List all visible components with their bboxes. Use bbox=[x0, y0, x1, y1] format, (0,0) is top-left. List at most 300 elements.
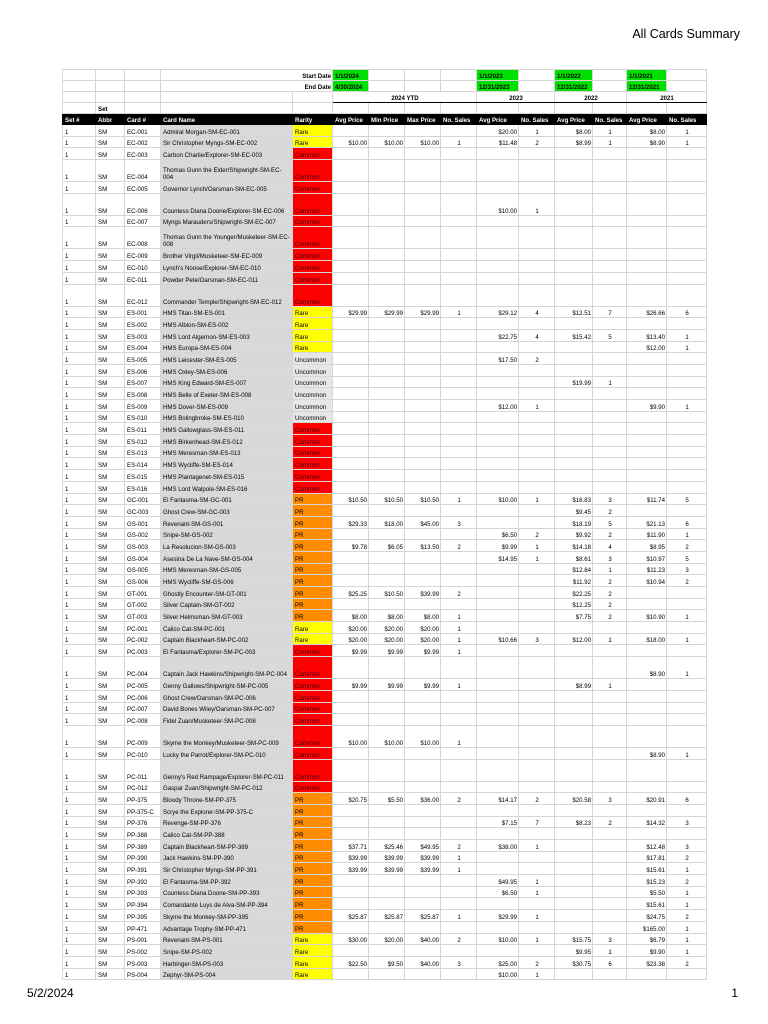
set-abbr-top-row bbox=[63, 103, 707, 114]
table-row bbox=[63, 633, 707, 645]
table-row bbox=[63, 725, 707, 747]
no-sales-2024-cell bbox=[441, 481, 477, 493]
no-sales-2024-cell bbox=[441, 690, 477, 702]
set-abbr-cell: SM bbox=[96, 400, 125, 412]
table-row bbox=[63, 528, 707, 540]
no-sales-2024-cell: 2 bbox=[441, 587, 477, 599]
set-num-cell: 1 bbox=[63, 633, 96, 645]
no-sales-2021-cell: 1 bbox=[667, 747, 707, 759]
set-num-cell: 1 bbox=[63, 968, 96, 980]
card-num-cell: EC-011 bbox=[125, 272, 161, 284]
no-sales-2024-cell bbox=[441, 435, 477, 447]
avg-price-2024-cell bbox=[333, 759, 369, 781]
no-sales-2021-cell bbox=[667, 423, 707, 435]
avg-price-2024-cell bbox=[333, 828, 369, 840]
table-row bbox=[63, 690, 707, 702]
avg-price-2023-cell: $22.75 bbox=[477, 329, 519, 341]
no-sales-2023-cell: 1 bbox=[519, 840, 555, 852]
table-row bbox=[63, 679, 707, 691]
set-abbr-cell: SM bbox=[96, 193, 125, 215]
card-name-cell: El Fantasma/Explorer-SM-PC-003 bbox=[161, 645, 293, 657]
max-price-2024-cell: $39.99 bbox=[405, 587, 441, 599]
no-sales-2021-cell bbox=[667, 388, 707, 400]
card-name-cell: La Resolucion-SM-GS-003 bbox=[161, 540, 293, 552]
avg-price-2023-cell bbox=[477, 563, 519, 575]
card-name-cell: HMS Wycliffe-SM-GS-006 bbox=[161, 575, 293, 587]
no-sales-2022-cell bbox=[593, 725, 627, 747]
max-price-2024-cell bbox=[405, 284, 441, 306]
no-sales-2023-cell bbox=[519, 446, 555, 458]
no-sales-2024-cell bbox=[441, 759, 477, 781]
avg-price-2022-cell bbox=[555, 411, 593, 423]
card-name-cell: HMS Wycliffe-SM-ES-014 bbox=[161, 458, 293, 470]
no-sales-2021-cell bbox=[667, 622, 707, 634]
avg-price-2023-cell: $29.12 bbox=[477, 306, 519, 318]
avg-price-2023-cell bbox=[477, 423, 519, 435]
start-date-2024: 1/1/2024 bbox=[333, 70, 369, 81]
card-name-cell: Advantage Trophy-SM-PP-471 bbox=[161, 921, 293, 933]
avg-price-2022-cell: $14.18 bbox=[555, 540, 593, 552]
rarity-cell: Common bbox=[293, 702, 333, 714]
avg-price-2022-cell bbox=[555, 759, 593, 781]
set-abbr-cell: SM bbox=[96, 816, 125, 828]
max-price-2024-cell bbox=[405, 193, 441, 215]
min-price-2024-cell bbox=[369, 435, 405, 447]
no-sales-2021-cell bbox=[667, 481, 707, 493]
set-num-cell: 1 bbox=[63, 563, 96, 575]
card-name-cell: HMS Leicester-SM-ES-005 bbox=[161, 353, 293, 365]
avg-price-2024-cell bbox=[333, 261, 369, 273]
table-row bbox=[63, 249, 707, 261]
set-abbr-cell: SM bbox=[96, 851, 125, 863]
no-sales-2023-cell bbox=[519, 160, 555, 182]
avg-price-2021-cell bbox=[627, 284, 667, 306]
no-sales-2021-cell: 5 bbox=[667, 493, 707, 505]
avg-price-2021-cell: $15.61 bbox=[627, 863, 667, 875]
no-sales-2022-cell bbox=[593, 968, 627, 980]
avg-price-2022-cell: $15.42 bbox=[555, 329, 593, 341]
avg-price-2024-cell: $8.00 bbox=[333, 610, 369, 622]
max-price-2024-cell bbox=[405, 528, 441, 540]
no-sales-2023-cell bbox=[519, 563, 555, 575]
set-num-header: Set # bbox=[63, 114, 96, 125]
cards-summary-table bbox=[62, 69, 707, 980]
avg-price-2024-cell: $20.00 bbox=[333, 633, 369, 645]
set-abbr-cell: SM bbox=[96, 182, 125, 194]
min-price-2024-cell bbox=[369, 329, 405, 341]
rarity-cell: PR bbox=[293, 563, 333, 575]
avg-price-2024-cell bbox=[333, 182, 369, 194]
no-sales-2023-cell bbox=[519, 376, 555, 388]
min-price-2024-cell: $10.00 bbox=[369, 725, 405, 747]
no-sales-2022-cell bbox=[593, 353, 627, 365]
no-sales-2024-cell: 1 bbox=[441, 645, 477, 657]
no-sales-2021-cell: 1 bbox=[667, 400, 707, 412]
avg-price-2024-cell: $9.99 bbox=[333, 645, 369, 657]
no-sales-2024-cell: 2 bbox=[441, 540, 477, 552]
avg-price-2023-cell bbox=[477, 587, 519, 599]
avg-price-2021-cell: $11.23 bbox=[627, 563, 667, 575]
card-name-cell: HMS Birkenhead-SM-ES-012 bbox=[161, 435, 293, 447]
set-num-cell: 1 bbox=[63, 318, 96, 330]
no-sales-2024-cell bbox=[441, 364, 477, 376]
no-sales-2023-cell bbox=[519, 921, 555, 933]
avg-price-2021-cell: $18.00 bbox=[627, 633, 667, 645]
avg-price-2022-cell: $7.75 bbox=[555, 610, 593, 622]
set-num-cell: 1 bbox=[63, 933, 96, 945]
no-sales-2024-cell bbox=[441, 388, 477, 400]
max-price-2024-cell bbox=[405, 747, 441, 759]
avg-price-2023-cell bbox=[477, 182, 519, 194]
max-price-2024-cell bbox=[405, 227, 441, 249]
card-num-cell: EC-006 bbox=[125, 193, 161, 215]
period-label-2024: 2024 YTD bbox=[333, 92, 477, 103]
set-abbr-header-top: Set bbox=[96, 103, 125, 114]
no-sales-2021-cell bbox=[667, 261, 707, 273]
set-num-cell: 1 bbox=[63, 516, 96, 528]
no-sales-2021-cell bbox=[667, 284, 707, 306]
avg-price-2022-cell bbox=[555, 261, 593, 273]
set-abbr-cell: SM bbox=[96, 148, 125, 160]
set-num-cell: 1 bbox=[63, 725, 96, 747]
no-sales-2023-cell bbox=[519, 679, 555, 691]
min-price-2024-cell: $39.99 bbox=[369, 863, 405, 875]
card-name-cell: Sir Christopher Myngs-SM-PP-391 bbox=[161, 863, 293, 875]
table-row bbox=[63, 551, 707, 563]
no-sales-2023-cell bbox=[519, 516, 555, 528]
set-abbr-cell: SM bbox=[96, 804, 125, 816]
avg-price-2023-cell bbox=[477, 622, 519, 634]
min-price-2024-cell bbox=[369, 563, 405, 575]
no-sales-2022-cell bbox=[593, 364, 627, 376]
avg-price-2021-cell: $14.32 bbox=[627, 816, 667, 828]
min-price-2024-cell bbox=[369, 446, 405, 458]
card-num-cell: EC-005 bbox=[125, 182, 161, 194]
avg-price-2022-cell bbox=[555, 840, 593, 852]
no-sales-2021-cell bbox=[667, 505, 707, 517]
card-num-cell: ES-013 bbox=[125, 446, 161, 458]
avg-price-2024-cell bbox=[333, 160, 369, 182]
avg-price-2024-cell bbox=[333, 702, 369, 714]
card-num-cell: PP-376 bbox=[125, 816, 161, 828]
avg-price-2021-cell bbox=[627, 505, 667, 517]
avg-price-2023-cell bbox=[477, 272, 519, 284]
avg-price-2023-cell bbox=[477, 249, 519, 261]
avg-price-2024-cell: $22.50 bbox=[333, 956, 369, 968]
no-sales-2024-cell bbox=[441, 376, 477, 388]
no-sales-2021-cell: 1 bbox=[667, 329, 707, 341]
card-num-cell: PS-001 bbox=[125, 933, 161, 945]
max-price-2024-cell bbox=[405, 828, 441, 840]
avg-price-2022-cell bbox=[555, 388, 593, 400]
no-sales-2021-cell: 1 bbox=[667, 933, 707, 945]
rarity-cell: Common bbox=[293, 458, 333, 470]
no-sales-2024-cell: 1 bbox=[441, 622, 477, 634]
no-sales-2021-cell: 1 bbox=[667, 136, 707, 148]
no-sales-2024-cell bbox=[441, 125, 477, 137]
no-sales-2022-cell: 1 bbox=[593, 125, 627, 137]
set-abbr-cell: SM bbox=[96, 575, 125, 587]
no-sales-2023-cell bbox=[519, 261, 555, 273]
no-sales-2023-cell bbox=[519, 587, 555, 599]
max-price-2024-cell bbox=[405, 376, 441, 388]
avg-price-2024-cell bbox=[333, 411, 369, 423]
rarity-cell: Common bbox=[293, 215, 333, 227]
no-sales-2024-cell bbox=[441, 318, 477, 330]
no-sales-2022-cell: 5 bbox=[593, 329, 627, 341]
rarity-cell: PR bbox=[293, 493, 333, 505]
no-sales-2021-cell bbox=[667, 458, 707, 470]
card-num-cell: PP-393 bbox=[125, 886, 161, 898]
no-sales-2022-cell: 7 bbox=[593, 306, 627, 318]
set-abbr-cell: SM bbox=[96, 540, 125, 552]
set-num-cell: 1 bbox=[63, 376, 96, 388]
avg-price-2022-cell bbox=[555, 702, 593, 714]
avg-price-2022-cell: $20.58 bbox=[555, 793, 593, 805]
avg-price-2024-cell bbox=[333, 921, 369, 933]
no-sales-2024-cell bbox=[441, 249, 477, 261]
avg-price-2024-cell: $25.25 bbox=[333, 587, 369, 599]
no-sales-2022-cell: 3 bbox=[593, 551, 627, 563]
max-price-2024-cell bbox=[405, 182, 441, 194]
no-sales-2024-cell bbox=[441, 563, 477, 575]
avg-price-2022-cell bbox=[555, 898, 593, 910]
avg-price-2023-cell: $6.50 bbox=[477, 886, 519, 898]
table-row bbox=[63, 215, 707, 227]
rarity-cell: PR bbox=[293, 921, 333, 933]
avg-price-2023-cell: $6.50 bbox=[477, 528, 519, 540]
set-num-cell: 1 bbox=[63, 921, 96, 933]
end-date-2022: 12/31/2022 bbox=[555, 81, 593, 92]
no-sales-2022-cell bbox=[593, 481, 627, 493]
rarity-cell: Common bbox=[293, 261, 333, 273]
card-name-cell: Revenant-SM-PS-001 bbox=[161, 933, 293, 945]
no-sales-header: No. Sales bbox=[519, 114, 555, 125]
no-sales-2021-cell bbox=[667, 318, 707, 330]
card-num-header: Card # bbox=[125, 114, 161, 125]
avg-price-2021-cell: $11.90 bbox=[627, 528, 667, 540]
set-num-cell: 1 bbox=[63, 898, 96, 910]
avg-price-2021-cell: $17.81 bbox=[627, 851, 667, 863]
min-price-2024-cell bbox=[369, 193, 405, 215]
table-row bbox=[63, 148, 707, 160]
max-price-2024-cell: $29.99 bbox=[405, 306, 441, 318]
avg-price-2022-cell bbox=[555, 318, 593, 330]
card-num-cell: PP-391 bbox=[125, 863, 161, 875]
no-sales-2023-cell bbox=[519, 747, 555, 759]
page-number: 1 bbox=[731, 986, 738, 1000]
avg-price-2023-cell bbox=[477, 828, 519, 840]
no-sales-2021-cell: 2 bbox=[667, 540, 707, 552]
min-price-2024-cell bbox=[369, 781, 405, 793]
avg-price-2021-cell: $9.90 bbox=[627, 400, 667, 412]
set-abbr-cell: SM bbox=[96, 886, 125, 898]
card-name-header: Card Name bbox=[161, 114, 293, 125]
avg-price-2024-cell: $10.50 bbox=[333, 493, 369, 505]
card-name-cell: Captain Blackheart-SM-PC-002 bbox=[161, 633, 293, 645]
no-sales-2024-cell bbox=[441, 160, 477, 182]
set-abbr-header: Abbr bbox=[96, 114, 125, 125]
no-sales-2023-cell: 1 bbox=[519, 886, 555, 898]
table-row bbox=[63, 136, 707, 148]
no-sales-2022-cell bbox=[593, 622, 627, 634]
avg-price-2023-cell bbox=[477, 781, 519, 793]
min-price-2024-cell bbox=[369, 921, 405, 933]
set-abbr-cell: SM bbox=[96, 587, 125, 599]
no-sales-2024-cell: 1 bbox=[441, 910, 477, 922]
card-num-cell: ES-014 bbox=[125, 458, 161, 470]
avg-price-2021-cell: $8.95 bbox=[627, 540, 667, 552]
avg-price-2021-cell: $20.91 bbox=[627, 793, 667, 805]
no-sales-2022-cell bbox=[593, 160, 627, 182]
avg-price-2022-cell bbox=[555, 828, 593, 840]
set-num-cell: 1 bbox=[63, 714, 96, 726]
no-sales-2024-cell: 1 bbox=[441, 306, 477, 318]
period-label-2023: 2023 bbox=[477, 92, 555, 103]
no-sales-2021-cell: 1 bbox=[667, 898, 707, 910]
set-abbr-cell: SM bbox=[96, 702, 125, 714]
card-num-cell: ES-011 bbox=[125, 423, 161, 435]
set-num-cell: 1 bbox=[63, 446, 96, 458]
avg-price-2022-cell bbox=[555, 215, 593, 227]
rarity-cell: Rare bbox=[293, 622, 333, 634]
table-row bbox=[63, 804, 707, 816]
rarity-cell: PR bbox=[293, 551, 333, 563]
avg-price-2021-cell bbox=[627, 423, 667, 435]
rarity-cell: PR bbox=[293, 528, 333, 540]
card-name-cell: HMS Albion-SM-ES-002 bbox=[161, 318, 293, 330]
avg-price-2024-cell: $39.99 bbox=[333, 863, 369, 875]
max-price-2024-cell: $9.99 bbox=[405, 679, 441, 691]
table-row bbox=[63, 306, 707, 318]
avg-price-2021-cell: $8.90 bbox=[627, 136, 667, 148]
no-sales-2024-cell bbox=[441, 898, 477, 910]
avg-price-2023-cell bbox=[477, 921, 519, 933]
min-price-2024-cell bbox=[369, 575, 405, 587]
rarity-cell: Common bbox=[293, 423, 333, 435]
min-price-2024-cell bbox=[369, 272, 405, 284]
avg-price-2022-cell: $9.92 bbox=[555, 528, 593, 540]
no-sales-2022-cell: 2 bbox=[593, 505, 627, 517]
table-row bbox=[63, 886, 707, 898]
max-price-2024-cell: $10.00 bbox=[405, 725, 441, 747]
rarity-cell: Rare bbox=[293, 329, 333, 341]
set-num-cell: 1 bbox=[63, 481, 96, 493]
no-sales-2023-cell bbox=[519, 898, 555, 910]
rarity-header: Rarity bbox=[293, 114, 333, 125]
avg-price-2024-cell: $30.00 bbox=[333, 933, 369, 945]
avg-price-2021-cell bbox=[627, 598, 667, 610]
end-date-label: End Date bbox=[161, 81, 333, 92]
set-num-cell: 1 bbox=[63, 470, 96, 482]
max-price-2024-cell: $20.00 bbox=[405, 622, 441, 634]
avg-price-2024-cell: $39.99 bbox=[333, 851, 369, 863]
avg-price-2024-cell: $25.87 bbox=[333, 910, 369, 922]
rarity-cell: PR bbox=[293, 898, 333, 910]
max-price-2024-cell bbox=[405, 886, 441, 898]
set-num-cell: 1 bbox=[63, 341, 96, 353]
max-price-2024-cell bbox=[405, 898, 441, 910]
set-abbr-cell: SM bbox=[96, 622, 125, 634]
avg-price-2024-cell bbox=[333, 945, 369, 957]
set-abbr-cell: SM bbox=[96, 840, 125, 852]
rarity-cell: Uncommon bbox=[293, 400, 333, 412]
no-sales-2023-cell bbox=[519, 759, 555, 781]
card-num-cell: PP-375-C bbox=[125, 804, 161, 816]
set-abbr-cell: SM bbox=[96, 364, 125, 376]
max-price-2024-cell: $13.50 bbox=[405, 540, 441, 552]
avg-price-2022-cell bbox=[555, 148, 593, 160]
avg-price-2022-cell bbox=[555, 458, 593, 470]
start-date-row bbox=[63, 70, 707, 81]
rarity-cell: Rare bbox=[293, 968, 333, 980]
avg-price-2021-cell bbox=[627, 193, 667, 215]
avg-price-2021-cell bbox=[627, 148, 667, 160]
avg-price-2023-cell bbox=[477, 725, 519, 747]
set-num-cell: 1 bbox=[63, 284, 96, 306]
avg-price-2021-cell: $8.90 bbox=[627, 747, 667, 759]
card-name-cell: Sir Christopher Myngs-SM-EC-002 bbox=[161, 136, 293, 148]
table-row bbox=[63, 400, 707, 412]
table-row bbox=[63, 227, 707, 249]
min-price-2024-cell: $29.99 bbox=[369, 306, 405, 318]
avg-price-2022-cell bbox=[555, 690, 593, 702]
no-sales-2024-cell bbox=[441, 816, 477, 828]
card-num-cell: PS-003 bbox=[125, 956, 161, 968]
no-sales-2021-cell bbox=[667, 828, 707, 840]
no-sales-2023-cell bbox=[519, 610, 555, 622]
no-sales-2021-cell bbox=[667, 587, 707, 599]
card-name-cell: Silver Captain-SM-GT-002 bbox=[161, 598, 293, 610]
avg-price-2023-cell bbox=[477, 610, 519, 622]
avg-price-2022-cell bbox=[555, 645, 593, 657]
end-date-2021: 12/31/2021 bbox=[627, 81, 667, 92]
no-sales-2023-cell: 1 bbox=[519, 551, 555, 563]
avg-price-2021-cell bbox=[627, 364, 667, 376]
table-row bbox=[63, 828, 707, 840]
no-sales-2023-cell bbox=[519, 458, 555, 470]
avg-price-2024-cell bbox=[333, 148, 369, 160]
avg-price-2023-cell bbox=[477, 714, 519, 726]
min-price-2024-cell bbox=[369, 182, 405, 194]
avg-price-2023-cell bbox=[477, 446, 519, 458]
avg-price-2022-cell bbox=[555, 227, 593, 249]
card-num-cell: ES-003 bbox=[125, 329, 161, 341]
card-name-cell: Jack Hawkins-SM-PP-390 bbox=[161, 851, 293, 863]
card-name-cell: Countess Diana Doone/Explorer-SM-EC-006 bbox=[161, 193, 293, 215]
no-sales-2021-cell bbox=[667, 215, 707, 227]
avg-price-2024-cell bbox=[333, 505, 369, 517]
avg-price-2023-cell bbox=[477, 863, 519, 875]
card-num-cell: GC-001 bbox=[125, 493, 161, 505]
min-price-header: Min Price bbox=[369, 114, 405, 125]
card-num-cell: ES-006 bbox=[125, 364, 161, 376]
no-sales-2021-cell bbox=[667, 160, 707, 182]
avg-price-2023-cell: $25.00 bbox=[477, 956, 519, 968]
avg-price-2023-cell bbox=[477, 364, 519, 376]
avg-price-2022-cell: $12.25 bbox=[555, 598, 593, 610]
card-name-cell: HMS Gallowglass-SM-ES-011 bbox=[161, 423, 293, 435]
rarity-cell: PR bbox=[293, 598, 333, 610]
table-row bbox=[63, 816, 707, 828]
max-price-2024-cell: $39.99 bbox=[405, 851, 441, 863]
set-num-cell: 1 bbox=[63, 804, 96, 816]
rarity-cell: Common bbox=[293, 657, 333, 679]
card-num-cell: EC-009 bbox=[125, 249, 161, 261]
no-sales-2024-cell: 1 bbox=[441, 851, 477, 863]
avg-price-2022-cell bbox=[555, 921, 593, 933]
no-sales-2022-cell bbox=[593, 645, 627, 657]
